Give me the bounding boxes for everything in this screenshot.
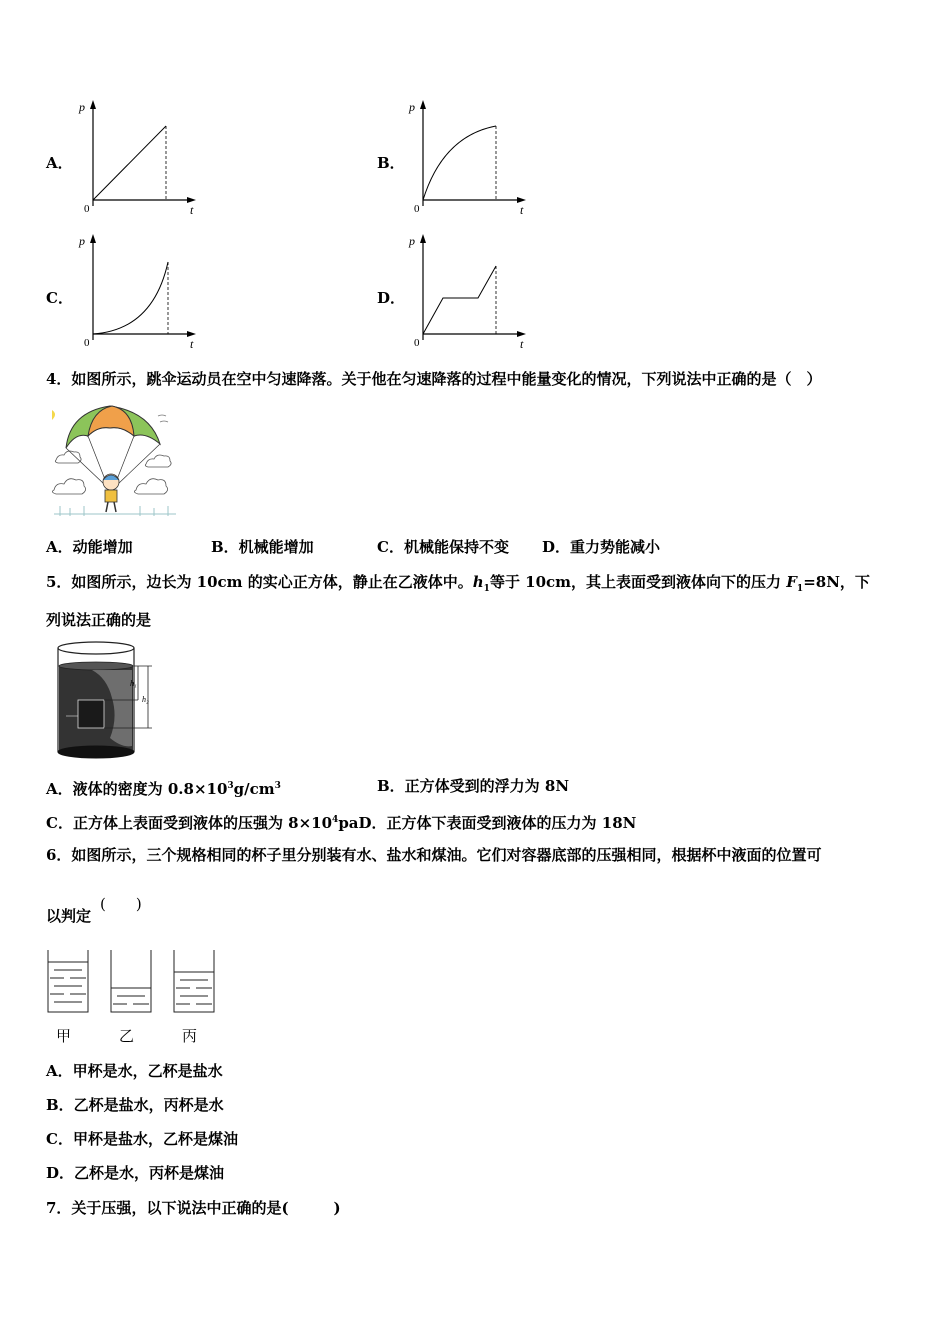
q6-answer-paren: ( ): [100, 895, 142, 913]
graph-b-x-label: t: [520, 203, 524, 217]
q5-stem-line2: 列说法正确的是: [46, 611, 152, 629]
q6-stem-line2: 以判定: [46, 907, 92, 925]
option-d-label: D．: [377, 289, 406, 307]
q6-option-a[interactable]: A．甲杯是水，乙杯是盐水: [46, 1062, 223, 1080]
graph-b-curve: [423, 126, 496, 200]
graph-c-y-label: p: [79, 234, 85, 248]
graph-a-x-label: t: [190, 203, 194, 217]
cup-label-2: 乙: [119, 1027, 135, 1045]
h2-label: h₂: [142, 695, 149, 704]
q5-stem-line1: 5．如图所示，边长为 10cm 的实心正方体，静止在乙液体中。$h_1$等于 10cm，其上表面受到液体向下的压力 $F_1=8N$，下: [46, 573, 870, 594]
q5-option-b[interactable]: B．正方体受到的浮力为 8N: [377, 777, 570, 795]
graph-a-y-label: p: [79, 100, 85, 114]
parachute-illustration: [50, 402, 180, 520]
cup-label-1: 甲: [56, 1027, 72, 1045]
f1-symbol: F: [786, 573, 797, 591]
graph-c: [78, 230, 203, 352]
graph-c-origin: 0: [84, 337, 90, 349]
cup-label-3: 丙: [182, 1027, 198, 1045]
cube-in-liquid-figure: [52, 638, 162, 764]
q5-option-c-d[interactable]: C．正方体上表面受到液体的压强为 $8\times 10^4paD$．正方体下表面受到液体的压力为 18N: [46, 814, 637, 832]
q5-option-a[interactable]: A．液体的密度为 $0.8\times 10^3g/cm^3$: [46, 780, 281, 798]
graph-b-origin: 0: [414, 203, 420, 215]
graph-a: [78, 96, 203, 218]
graph-b: [408, 96, 533, 218]
q6-option-d[interactable]: D．乙杯是水，丙杯是煤油: [46, 1164, 225, 1182]
q6-stem-line1: 6．如图所示，三个规格相同的杯子里分别装有水、盐水和煤油。它们对容器底部的压强相同，根据杯中液面的位置可: [46, 846, 822, 864]
q4-option-d[interactable]: D．重力势能减小: [542, 538, 661, 556]
option-a-label: A．: [46, 154, 73, 172]
option-b-label: B．: [377, 154, 405, 172]
h1-symbol: h: [472, 573, 484, 591]
graph-d-curve: [423, 266, 496, 334]
q4-option-c[interactable]: C．机械能保持不变: [377, 538, 509, 556]
option-c-label: C．: [46, 289, 73, 307]
q4-stem: 4．如图所示，跳伞运动员在空中匀速降落。关于他在匀速降落的过程中能量变化的情况，下列说法中正确的是（ ）: [46, 370, 822, 388]
q6-option-c[interactable]: C．甲杯是盐水，乙杯是煤油: [46, 1130, 238, 1148]
q6-option-b[interactable]: B．乙杯是盐水，丙杯是水: [46, 1096, 224, 1114]
graph-d-origin: 0: [414, 337, 420, 349]
q4-option-a[interactable]: A．动能增加: [46, 538, 133, 556]
graph-a-curve: [93, 126, 166, 200]
graph-d-x-label: t: [520, 337, 524, 351]
graph-c-curve: [93, 262, 168, 334]
q7-stem: 7．关于压强，以下说法中正确的是( ): [46, 1199, 341, 1217]
graph-b-y-label: p: [409, 100, 415, 114]
q4-option-b[interactable]: B．机械能增加: [211, 538, 314, 556]
graph-d: [408, 230, 533, 352]
graph-c-x-label: t: [190, 337, 194, 351]
h1-label: h₁: [130, 679, 137, 688]
graph-a-origin: 0: [84, 203, 90, 215]
graph-d-y-label: p: [409, 234, 415, 248]
